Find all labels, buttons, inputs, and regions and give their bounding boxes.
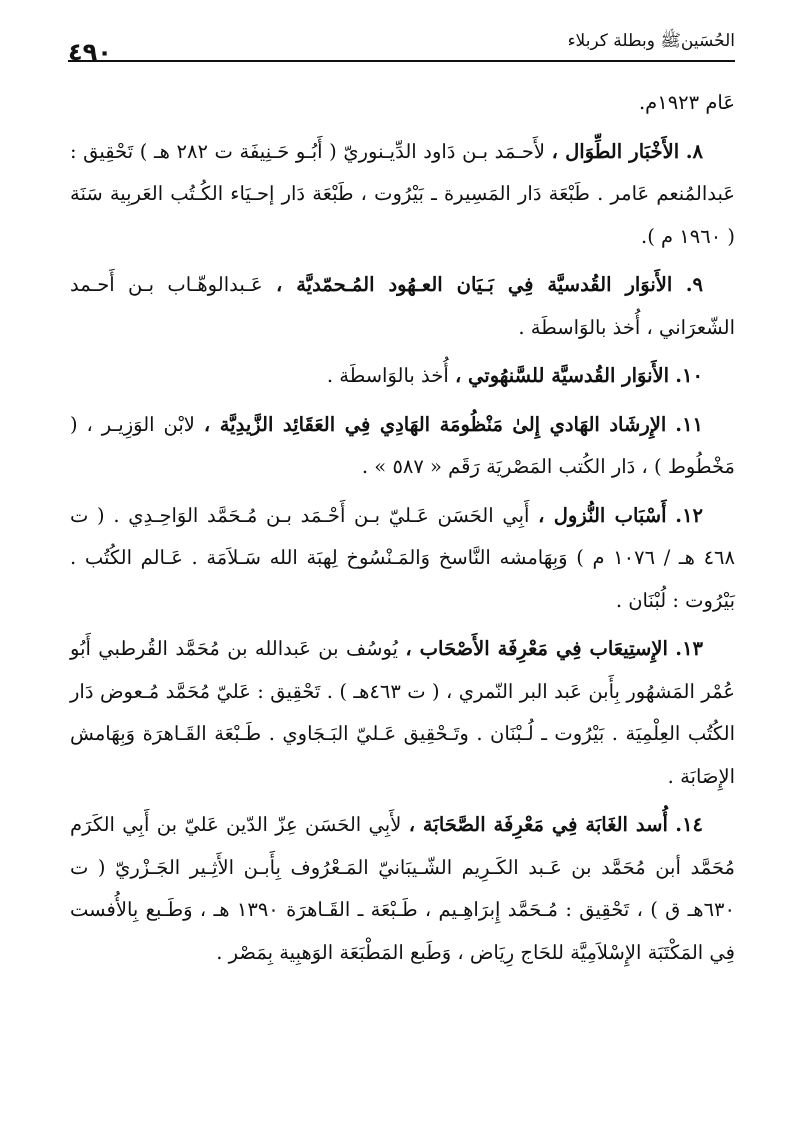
entry-title: الإِرشَاد الهَادي إِلىٰ مَنْظُومَة الهَادِي فِي العَقَائِد الزَّيدِيَّة ،	[203, 412, 667, 436]
bibliography-list	[70, 82, 735, 1096]
entry-text: يُوسُف بن عَبدالله بن مُحَمَّد القُرطبي أَبُو عُمْر المَشهُور بِأَبن عَبد البر النّمري ، ( ت ٤٦٣هـ ) . تَحْقِيق : عَليّ مُحَمَّد مُـعوض دَار الكُتُب العِلْمِيَة . بَيْرُوت ـ لُـبْنَان . وتَـحْقِيق عَـليّ البَـجَاوي . طَـبْعَة القَـاهرَة وَبِهَامش الإِصَابَة .	[70, 637, 735, 788]
entry-number: ١١.	[675, 412, 704, 436]
entry-text: لأَبِي الحَسَن عِزّ الدّين عَليّ بن أَبِي الكَرَم مُحَمَّد أبن مُحَمَّد بن عَـبد الكَـرِيم الشّـيبَانيّ المَـعْرُوف بِأَبـن الأَثِـير الجَـزْريّ ( ت ٦٣٠هـ ق ) ، تَحْقِيق : مُـحَمَّد إِبرَاهِـيم ، طَـبْعَة ـ القَـاهرَة ١٣٩٠ هـ ، وَطَـبع بِالأُفست فِي المَكْتَبَة الإِسْلاَمِيَّة للحَاج رِيَاض ، وَطَبع المَطْبَعَة الوَهبِية بِمَصْر .	[70, 813, 735, 964]
entry-title: الإِستِيعَاب فِي مَعْرِفَة الأَصْحَاب ،	[405, 637, 668, 660]
entry-title: الأَخْبَار الطِّوَال ،	[551, 139, 680, 163]
bibliography-entry-continuation	[70, 82, 735, 125]
page-number: ٤٩٠	[68, 38, 112, 66]
bibliography-entry	[70, 404, 735, 489]
entry-title: أَسْبَاب النُّزول ،	[538, 503, 667, 527]
bibliography-entry	[70, 355, 735, 398]
header-rule	[68, 60, 735, 62]
entry-number: ٨.	[685, 139, 704, 163]
entry-text: لأَحـمَد بـن دَاود الدِّيـنوريّ ( أَبُـو حَـنِيفَة ت ٢٨٢ هـ ) تَحْقِيق : عَبدالمُنعم عَامر . طَبْعَة دَار المَسِيرة ـ بَيْرُوت ، طَبْعَة دَار إحـيَاء الكُـتُب العَربِية سَنَة ( ١٩٦٠ م ).	[70, 139, 735, 248]
entry-text: عَـبدالوهّـاب بـن أَحـمد الشّعرَاني ، أُخذ بالوَاسطَة .	[70, 273, 735, 339]
entry-title: أُسد الغَابَة فِي مَعْرِفَة الصَّحَابَة ،	[408, 813, 668, 836]
entry-text: أُخذ بالوَاسطَة .	[326, 364, 449, 387]
entry-text: لابْن الوَزِيـر ، ( مَخْطُوط ) ، دَار الكُتب المَصْريَة رَقَم « ٥٨٧ » .	[70, 412, 735, 478]
entry-number: ١٤.	[675, 813, 704, 836]
entry-number: ٩.	[685, 273, 703, 296]
bibliography-entry	[70, 131, 735, 259]
entry-number: ١٠.	[675, 364, 703, 387]
bibliography-entry	[70, 804, 735, 974]
entry-text: أَبِي الحَسَن عَـليّ بـن أَحْـمَد بـن مُـحَمَّد الوَاحِـدِي . ( ت ٤٦٨ هـ / ١٠٧٦ م ) وَبِهَامشه النَّاسخ وَالمَـنْسُوخ لِهبَة الله سَـلاَمَة . عَـالم الكُتُب . بَيْرُوت : لُبْنَان .	[70, 503, 735, 612]
running-title: الحُسَينﷺ وبطلة كربلاء	[567, 31, 735, 51]
entry-number: ١٢.	[675, 503, 704, 527]
entry-title: الأَنوَار القُدسيَّة للسَّنهُوتي ،	[454, 364, 670, 387]
entry-text: عَام ١٩٢٣م.	[638, 91, 735, 114]
entry-number: ١٣.	[675, 637, 704, 660]
bibliography-entry	[70, 495, 735, 623]
bibliography-entry	[70, 264, 735, 349]
entry-title: الأَنوَار القُدسيَّة فِي بَـيَان العـهُود المُـحمّديَّة ،	[275, 273, 673, 296]
bibliography-entry	[70, 628, 735, 798]
